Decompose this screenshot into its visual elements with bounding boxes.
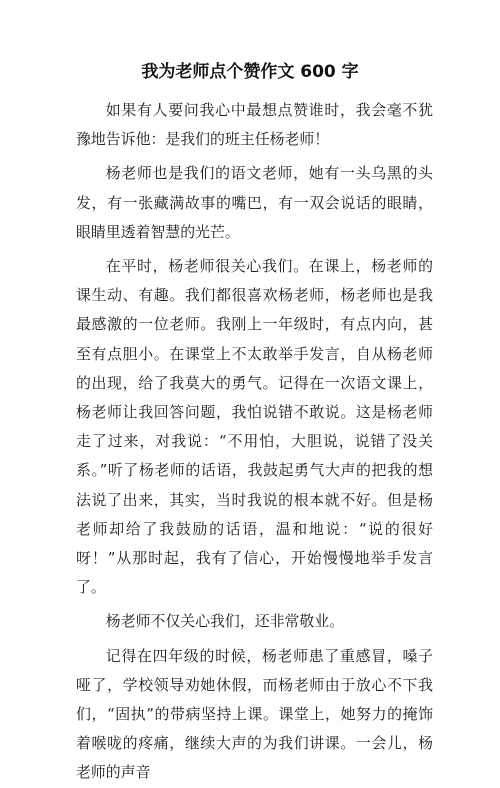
essay-body — [76, 96, 433, 788]
essay-paragraph-2: 杨老师也是我们的语文老师，她有一头乌黑的头发，有一张藏满故事的嘴巴，有一双会说话的眼睛，眼睛里透着智慧的光芒。 — [76, 164, 433, 241]
essay-paragraph-4: 杨老师不仅关心我们，还非常敬业。 — [105, 612, 345, 631]
essay-title: 我为老师点个赞作文 600 字 — [141, 62, 359, 82]
essay-paragraph-5: 记得在四年级的时候，杨老师患了重感冒，嗓子哑了，学校领导劝她休假，而杨老师由于放心不下我们，“固执”的带病坚持上课。课堂上，她努力的掩饰着喉咙的疼痛，继续大声的为我们讲课。一会儿，杨老师的声音 — [76, 646, 433, 782]
essay-paragraph-3: 在平时，杨老师很关心我们。在课上，杨老师的课生动、有趣。我们都很喜欢杨老师，杨老师也是我最感激的一位老师。我刚上一年级时，有点内向，甚至有点胆小。在课堂上不太敢举手发言，自从杨老师的出现，给了我莫大的勇气。记得在一次语文课上，杨老师让我回答问题，我怕说错不敢说。这是杨老师走了过来，对我说：“不用怕，大胆说，说错了没关系。”听了杨老师的话语，我鼓起勇气大声的把我的想法说了出来，其实，当时我说的根本就不好。但是杨老师却给了我鼓励的话语，温和地说：“说的很好呀！”从那时起，我有了信心，开始慢慢地举手发言了。 — [76, 257, 433, 597]
essay-paragraph-1: 如果有人要问我心中最想点赞谁时，我会毫不犹豫地告诉他：是我们的班主任杨老师！ — [76, 101, 433, 149]
